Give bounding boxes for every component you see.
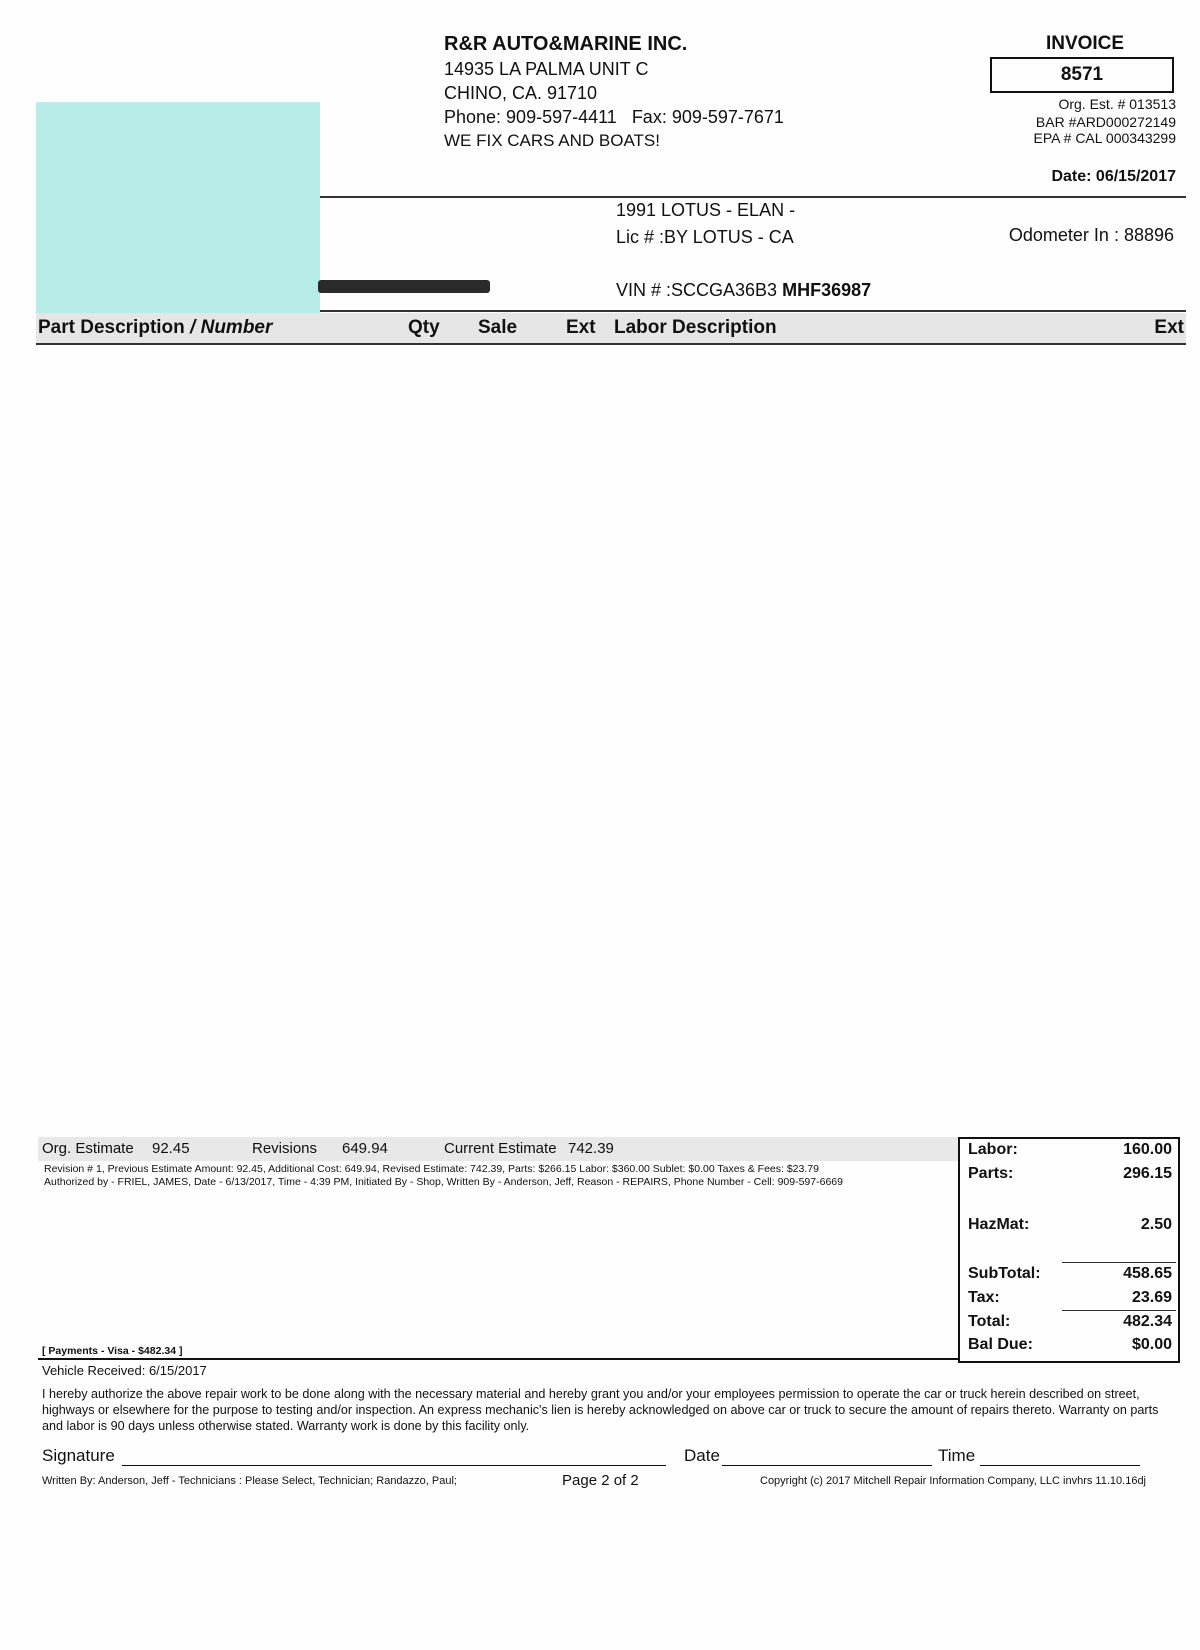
revision-note: Revision # 1, Previous Estimate Amount: 92.45, Additional Cost: 649.94, Revised Estimate: 742.39, Parts: $266.15 Labor: $360.00 Sublet: $0.00 Taxes & Fees: $23.79 <box>44 1163 819 1175</box>
vehicle-divider <box>320 310 1186 312</box>
vin-suffix: MHF36987 <box>782 280 872 300</box>
epa-number: EPA # CAL 000343299 <box>1033 130 1176 146</box>
odometer-in: Odometer In : 88896 <box>1008 225 1174 245</box>
revisions-value: 649.94 <box>342 1140 388 1157</box>
subtotal-label: SubTotal: <box>968 1265 1041 1282</box>
parts-total-label: Parts: <box>968 1165 1014 1182</box>
col-sale: Sale <box>478 317 518 338</box>
redaction-sticky-note <box>36 102 320 315</box>
invoice-label: INVOICE <box>1045 33 1125 54</box>
org-est-number: Org. Est. # 013513 <box>1058 96 1176 112</box>
vin-prefix: VIN # :SCCGA36B3 <box>616 280 778 300</box>
redacted-phone <box>318 280 490 293</box>
shop-name: R&R AUTO&MARINE INC. <box>444 33 688 55</box>
invoice-number: 8571 <box>990 57 1174 93</box>
payments-note: [ Payments - Visa - $482.34 ] <box>42 1345 183 1357</box>
footer-copyright: Copyright (c) 2017 Mitchell Repair Information Company, LLC invhrs 11.10.16dj <box>760 1475 1146 1487</box>
bal-due-value: $0.00 <box>1131 1336 1172 1353</box>
col-labor-ext: Ext <box>1154 317 1184 338</box>
column-header-bar <box>36 313 1186 343</box>
estimate-bottom-rule <box>38 1358 958 1360</box>
subtotal-value: 458.65 <box>1123 1265 1172 1282</box>
time-label: Time <box>938 1446 976 1465</box>
time-line[interactable] <box>980 1465 1140 1466</box>
hazmat-label: HazMat: <box>968 1216 1030 1233</box>
tax-value: 23.69 <box>1131 1289 1172 1306</box>
org-estimate-value: 92.45 <box>152 1140 190 1157</box>
col-number: Number <box>200 317 273 338</box>
signature-line[interactable] <box>122 1465 666 1466</box>
shop-address-line1: 14935 LA PALMA UNIT C <box>444 59 649 79</box>
bal-due-label: Bal Due: <box>968 1336 1033 1353</box>
labor-total-value: 160.00 <box>1123 1141 1172 1158</box>
col-part-description: Part Description / Number <box>38 317 273 338</box>
shop-address-line2: CHINO, CA. 91710 <box>444 83 598 103</box>
authorization-text: I hereby authorize the above repair work to be done along with the necessary material and hereby grant you and/or your employees permission to operate the car or truck herein described on street, highways or elsewhere for the purpose to testing and/or inspection. An express mechanic's lien is hereby acknowledged on above car or truck to secure the amount of repairs thereto. Warranty on parts and labor is 90 days unless otherwise stated. Warranty work is done by this facility only. <box>42 1387 1159 1433</box>
column-header-rule <box>36 343 1186 345</box>
parts-total-value: 296.15 <box>1123 1165 1172 1182</box>
date-line[interactable] <box>722 1465 932 1466</box>
total-value: 482.34 <box>1123 1313 1172 1330</box>
current-estimate-value: 742.39 <box>568 1140 614 1157</box>
total-label: Total: <box>968 1313 1011 1330</box>
bar-number: BAR #ARD000272149 <box>1035 114 1176 130</box>
signature-label: Signature <box>42 1446 115 1465</box>
date-label: Date <box>684 1446 720 1465</box>
estimate-summary-bar <box>38 1137 958 1161</box>
total-rule <box>1062 1310 1176 1311</box>
header-divider <box>320 196 1186 198</box>
subtotal-rule <box>1062 1262 1176 1263</box>
labor-total-label: Labor: <box>968 1141 1018 1158</box>
invoice-date: Date: 06/15/2017 <box>1051 168 1176 185</box>
col-labor-description: Labor Description <box>614 317 777 338</box>
vehicle-vin <box>616 280 871 301</box>
current-estimate-label: Current Estimate <box>444 1140 557 1157</box>
footer-written-by: Written By: Anderson, Jeff - Technicians : Please Select, Technician; Randazzo, Paul; <box>42 1475 457 1487</box>
vehicle-received: Vehicle Received: 6/15/2017 <box>42 1363 207 1378</box>
hazmat-value: 2.50 <box>1140 1216 1172 1233</box>
authorization-note: Authorized by - FRIEL, JAMES, Date - 6/13/2017, Time - 4:39 PM, Initiated By - Shop, Written By - Anderson, Jeff, Reason - REPAIRS, Phone Number - Cell: 909-597-6669 <box>44 1176 843 1188</box>
col-qty: Qty <box>408 317 440 338</box>
tax-label: Tax: <box>968 1289 1000 1306</box>
footer-page-number: Page 2 of 2 <box>562 1472 639 1489</box>
shop-phone-fax: Phone: 909-597-4411 Fax: 909-597-7671 <box>444 107 784 127</box>
vehicle-license: Lic # :BY LOTUS - CA <box>616 227 794 247</box>
revisions-label: Revisions <box>252 1140 318 1157</box>
vehicle-model: 1991 LOTUS - ELAN - <box>616 200 796 220</box>
col-ext: Ext <box>566 317 596 338</box>
shop-slogan: WE FIX CARS AND BOATS! <box>444 131 660 150</box>
org-estimate-label: Org. Estimate <box>42 1140 134 1157</box>
